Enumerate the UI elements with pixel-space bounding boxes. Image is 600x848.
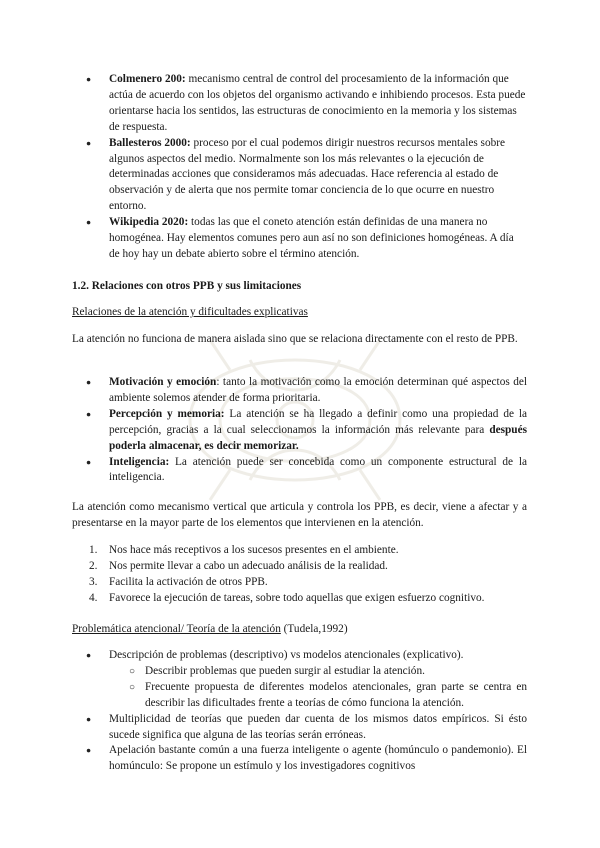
list-item: ● Descripción de problemas (descriptivo) vs modelos atencionales (explicativo). ○ Describir problemas que pueden surgir al estudiar la atención. ○ Frecuente propuesta de diferentes modelos atencionales, gran parte se centra en describir las dificultades frente a teorías de cómo funciona la atención.	[72, 648, 527, 712]
definitions-section	[72, 72, 527, 263]
intro-paragraph: La atención no funciona de manera aislada sino que se relaciona directamente con el resto de PPB.	[72, 333, 518, 345]
list-item: 3. Facilita la activación de otros PPB.	[89, 575, 268, 588]
list-item: ● Percepción y memoria: La atención se ha llegado a definir como una propiedad de la percepción, gracias a la cual seleccionamos la información más relevante para después poderla almacenar, es decir memorizar.	[72, 407, 527, 455]
sub-list-item: ○ Frecuente propuesta de diferentes modelos atencionales, gran parte se centra en describir las dificultades frente a teorías de cómo funciona la atención.	[109, 680, 527, 712]
sub-list-item: ○ Describir problemas que pueden surgir al estudiar la atención.	[109, 664, 527, 680]
list-item: ● Multiplicidad de teorías que pueden dar cuenta de los mismos datos empíricos. Si ésto sucede significa que alguna de las teorías serán erróneas.	[72, 712, 527, 744]
list-item: ● Motivación y emoción: tanto la motivación como la emoción determinan qué aspectos del ambiente solemos atender de forma prioritaria.	[72, 375, 527, 407]
subheading-relations: Relaciones de la atención y dificultades explicativas	[72, 306, 308, 318]
subheading-problematica: Problemática atencional/ Teoría de la atención (Tudela,1992)	[72, 623, 348, 635]
list-item: ● Apelación bastante común a una fuerza inteligente o agente (homúnculo o pandemonio). El homúnculo: Se propone un estímulo y los investigadores cognitivos	[72, 743, 527, 775]
list-item: ● Wikipedia 2020: todas las que el coneto atención están definidas de una manera no homogénea. Hay elementos comunes pero aun así no son definiciones homogéneas. A día de hoy hay un debate abierto sobre el término atención.	[72, 215, 527, 263]
list-item: 4. Favorece la ejecución de tareas, sobre todo aquellas que exigen esfuerzo cognitivo.	[89, 591, 485, 604]
section-heading: 1.2. Relaciones con otros PPB y sus limitaciones	[72, 280, 302, 292]
list-item: 2. Nos permite llevar a cabo un adecuado análisis de la realidad.	[89, 559, 388, 572]
vertical-paragraph: La atención como mecanismo vertical que articula y controla los PPB, es decir, viene a afectar y a presentarse en la mayor parte de los elementos que intervienen en la atención.	[72, 501, 527, 529]
list-item: ● Ballesteros 2000: proceso por el cual podemos dirigir nuestros recursos mentales sobre algunos aspectos del medio. Normalmente son los más relevantes o la ejecución de determinadas acciones que consideramos más adecuadas. Hace referencia al estado de observación y de alerta que nos permite tomar conciencia de lo que ocurre en nuestro entorno.	[72, 136, 527, 216]
list-item: ● Colmenero 200: mecanismo central de control del procesamiento de la información que actúa de acuerdo con los objetos del organismo activando e inhibiendo procesos. Esta puede orientarse hacia los sentidos, las estructuras de conocimiento en la memoria y los sistemas de respuesta.	[72, 72, 527, 136]
list-item: ● Inteligencia: La atención puede ser concebida como un componente estructural de la inteligencia.	[72, 455, 527, 487]
relations-section	[72, 375, 527, 486]
list-item: 1. Nos hace más receptivos a los sucesos presentes en el ambiente.	[89, 544, 399, 556]
problems-section	[72, 648, 527, 775]
numbered-list	[72, 543, 527, 607]
